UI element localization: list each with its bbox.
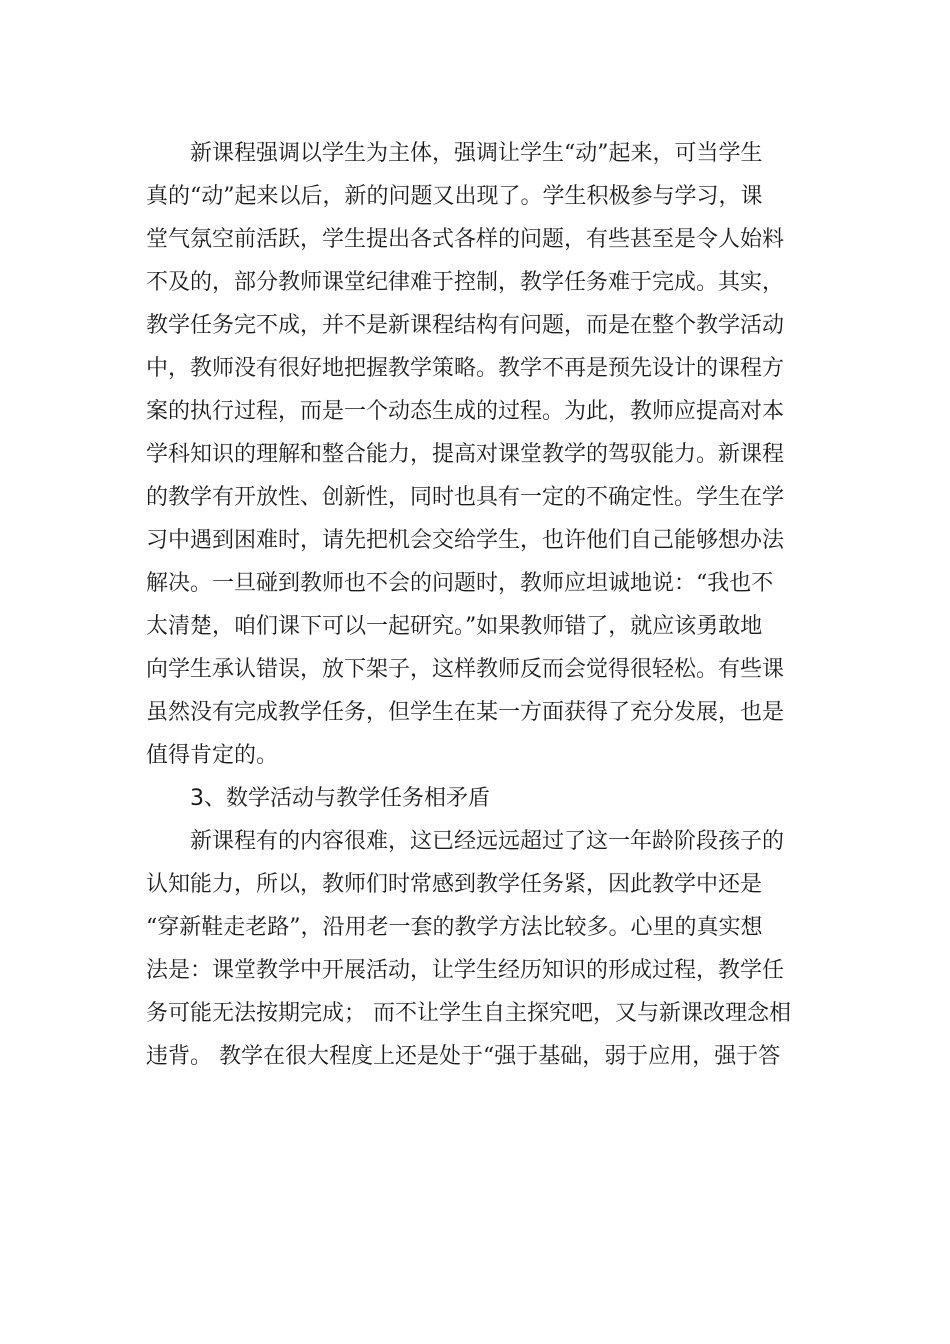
paragraph-line: 习中遇到困难时，请先把机会交给学生，也许他们自己能够想办法 — [146, 528, 785, 553]
paragraph-line: 案的执行过程，而是一个动态生成的过程。为此，教师应提高对本 — [146, 399, 785, 424]
paragraph-line: 违背。 教学在很大程度上还是处于“强于基础，弱于应用，强于答 — [146, 1044, 781, 1069]
paragraph-line: 新课程强调以学生为主体，强调让学生“动”起来，可当学生 — [190, 141, 763, 166]
paragraph-2 — [146, 820, 810, 1078]
paragraph-line: 解决。一旦碰到教师也不会的问题时，教师应坦诚地说：“我也不 — [146, 571, 774, 596]
paragraph-line: 认知能力，所以，教师们时常感到教学任务紧，因此教学中还是 — [146, 872, 763, 897]
paragraph-line: 值得肯定的。 — [146, 743, 279, 768]
paragraph-line: 教学任务完不成，并不是新课程结构有问题，而是在整个教学活动 — [146, 313, 785, 338]
paragraph-line: 不及的，部分教师课堂纪律难于控制，教学任务难于完成。其实， — [146, 270, 785, 295]
paragraph-1 — [146, 132, 810, 777]
paragraph-line: 中，教师没有很好地把握教学策略。教学不再是预先设计的课程方 — [146, 356, 785, 381]
paragraph-line: “穿新鞋走老路”，沿用老一套的教学方法比较多。心里的真实想 — [146, 915, 763, 940]
paragraph-line: 的教学有开放性、创新性，同时也具有一定的不确定性。学生在学 — [146, 485, 785, 510]
paragraph-line: 学科知识的理解和整合能力，提高对课堂教学的驾驭能力。新课程 — [146, 442, 785, 467]
paragraph-line: 虽然没有完成教学任务，但学生在某一方面获得了充分发展，也是 — [146, 700, 785, 725]
paragraph-line: 务可能无法按期完成； 而不让学生自主探究吧，又与新课改理念相 — [146, 1001, 791, 1026]
paragraph-line: 法是：课堂教学中开展活动，让学生经历知识的形成过程，教学任 — [146, 958, 785, 983]
paragraph-line: 太清楚，咱们课下可以一起研究。”如果教师错了，就应该勇敢地 — [146, 614, 763, 639]
paragraph-line: 堂气氛空前活跃，学生提出各式各样的问题，有些甚至是令人始料 — [146, 227, 785, 252]
paragraph-line: 真的“动”起来以后，新的问题又出现了。学生积极参与学习，课 — [146, 184, 763, 209]
section-heading: 3、数学活动与教学任务相矛盾 — [190, 786, 490, 811]
paragraph-line: 新课程有的内容很难，这已经远远超过了这一年龄阶段孩子的 — [190, 829, 785, 854]
paragraph-line: 向学生承认错误，放下架子，这样教师反而会觉得很轻松。有些课 — [146, 657, 785, 682]
document-body — [146, 132, 810, 1078]
